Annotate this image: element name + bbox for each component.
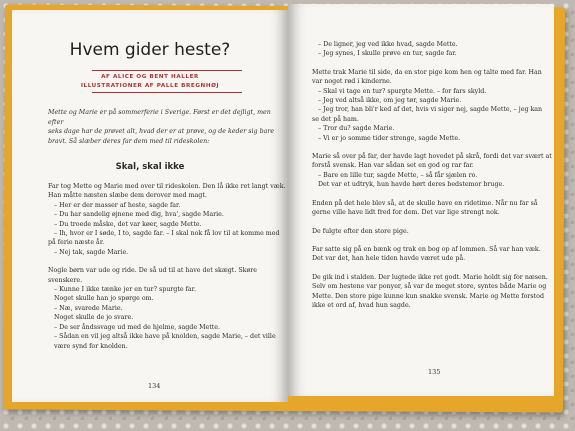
text-line: Mette trak Marie til side, da en stor pige kom hen og talte med far. Han <box>312 68 542 76</box>
title-rule-bottom <box>92 92 242 93</box>
text-line: – Bare en lille tur, sagde Mette, – så får sjælen ro. <box>318 171 478 179</box>
text-line: – Jeg synes, I skulle prøve en tur, sagde far. <box>318 50 457 58</box>
text-line: – Sådan en vil jeg altså ikke have på knolden, sagde Marie, – det ville <box>54 333 276 341</box>
paragraph-gap <box>312 236 550 245</box>
text-line: – Skal vi tage en tur? spurgte Mette. – for fars skyld. <box>318 87 487 95</box>
byline-illustrator: ILLUSTRATIONER AF PALLE BREGNHØJ <box>80 83 220 89</box>
text-line: Noget skulle han jo spørge om. <box>54 295 154 303</box>
text-line: se det på ham. <box>312 115 359 123</box>
story-title: Hvem gider heste? <box>69 40 231 60</box>
text-line: Selv om hestene var ponyer, så var de meget store, syntes både Marie og <box>312 283 547 291</box>
text-line: – Kunne I ikke tænke jer en tur? spurgte far. <box>54 286 196 294</box>
text-line: – De ser åndssvage ud med de hjelme, sagde Mette. <box>54 323 221 331</box>
intro-line: Mette og Marie er på sommerferie i Sverige. Først er det dejligt, men efter <box>48 109 271 126</box>
text-line: gerne ville have lidt fred for dem. Det var lige strengt nok. <box>312 209 500 217</box>
text-line: Noget skulle de jo svare. <box>54 314 134 322</box>
section-heading: Skal, skal ikke <box>115 162 185 172</box>
text-line: – Jeg tror, han bli'r ked af det, hvis vi siger nej, sagde Mette, – jeg kan <box>318 106 543 114</box>
intro-line: bravt. Så slæber deres far dem med til rideskolen: <box>48 137 210 145</box>
paragraph-gap <box>312 190 550 199</box>
intro-text <box>48 108 276 146</box>
text-line: – Du troede måske, det var køer, sagde Mette. <box>54 220 202 228</box>
text-line: – Næ, svarede Marie. <box>54 304 123 312</box>
text-line: Marie så over på far, der havde lagt hovedet på skrå, fordi det var svært at <box>312 153 552 161</box>
paragraph-gap <box>48 257 284 266</box>
text-line: på ferie næste år. <box>48 239 105 247</box>
text-line: svenskere. <box>48 276 83 284</box>
text-line: – Her er der masser af heste, sagde far. <box>54 201 181 209</box>
text-line: Far tog Mette og Marie med over til rideskolen. Den lå ikke ret langt væk. <box>48 183 286 190</box>
text-line: – Du har sandelig øjnene med dig, hva', sagde Marie. <box>54 211 224 219</box>
text-line: – Nej tak, sagde Marie. <box>54 248 129 256</box>
text-line: – De ligner, jeg ved ikke hvad, sagde Mette. <box>318 41 458 48</box>
text-line: – Jeg ved altså ikke, om jeg tør, sagde Marie. <box>318 97 462 105</box>
text-line: ikke et ord af, hvad hun sagde. <box>312 301 411 309</box>
text-line: Det var det, han hele tiden havde været ude på. <box>312 255 466 263</box>
text-line: Far satte sig på en bænk og trak en bog op af lommen. Så var han væk. <box>312 245 541 253</box>
text-line: Mette. Den store pige kunne kun snakke svensk. Marie og Mette forstod <box>312 292 545 300</box>
text-line: Enden på det hele blev så, at de skulle have en ridetime. Når nu far så <box>312 199 538 207</box>
paragraph-gap <box>312 264 550 273</box>
text-line: Han måtte næsten slæbe dem derover med magt. <box>48 192 207 200</box>
text-line: Det var et udtryk, hun havde hørt deres bedstemor bruge. <box>318 181 505 189</box>
text-line: – Tror du? sagde Marie. <box>318 125 395 133</box>
text-line: De fulgte efter den store pige. <box>312 227 409 235</box>
intro-line: seks dage har de prøvet alt, hvad der er at prøve, og de keder sig bare <box>48 128 275 136</box>
text-line: – Vi er jo somme tider strenge, sagde Mette. <box>318 134 461 142</box>
page-number-left: 134 <box>148 382 161 390</box>
text-line: forstå svensk. Han var sådan set en god og rar far. <box>312 162 474 170</box>
paragraph-gap <box>312 59 550 68</box>
text-line: var noget rød i kinderne. <box>312 78 392 86</box>
right-body-text <box>312 40 550 310</box>
title-rule-top <box>92 70 242 71</box>
left-page <box>12 10 288 402</box>
paragraph-gap <box>312 143 550 152</box>
text-line: – Ih, hvor er I søde, I to, sagde far. – I skal nok få lov til at komme med <box>54 230 280 238</box>
paragraph-gap <box>312 218 550 227</box>
text-line: være synd for knolden. <box>54 342 128 350</box>
page-number-right: 135 <box>428 368 441 376</box>
text-line: De gik ind i stalden. Der lugtede ikke ret godt. Marie holdt sig for næsen. <box>312 273 548 281</box>
text-line: Nogle børn var ude og ride. De så ud til at have det skægt. Skøre <box>48 267 257 275</box>
left-body-text <box>48 182 284 351</box>
byline-authors: AF ALICE OG BENT HALLER <box>101 74 199 80</box>
right-page <box>288 4 554 396</box>
